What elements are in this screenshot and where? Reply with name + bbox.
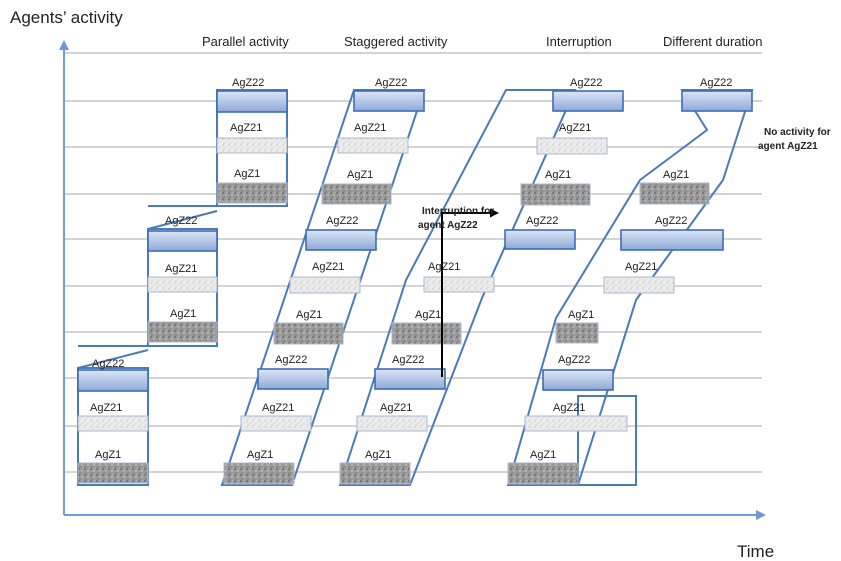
agent-label: AgZ21 xyxy=(165,263,198,275)
agent-label: AgZ1 xyxy=(247,449,274,461)
agent-label: AgZ1 xyxy=(415,309,442,321)
activity-cell-light xyxy=(424,277,494,292)
agent-label: AgZ21 xyxy=(312,261,345,273)
agent-label: AgZ21 xyxy=(262,402,295,414)
activity-cell-bar xyxy=(258,369,328,389)
agent-label: AgZ1 xyxy=(296,309,323,321)
activity-cell-dark xyxy=(340,463,410,484)
activity-cell-light xyxy=(338,138,408,153)
activity-cell-bar xyxy=(354,91,424,111)
activity-cell-dark xyxy=(217,183,287,203)
activity-cell-bar xyxy=(78,370,148,391)
x-axis-title: Time xyxy=(737,542,775,561)
activity-cell-bar xyxy=(682,91,752,111)
agent-label: AgZ22 xyxy=(165,215,198,227)
agent-label: AgZ22 xyxy=(92,358,125,370)
interruption-arrow xyxy=(442,213,497,377)
agent-label: AgZ1 xyxy=(347,169,374,181)
activity-cell-light xyxy=(525,416,627,431)
agent-label: AgZ22 xyxy=(375,77,408,89)
activity-cell-dark xyxy=(224,463,294,484)
activity-cell-light xyxy=(78,416,148,431)
agent-label: AgZ22 xyxy=(526,215,559,227)
activity-cell-bar xyxy=(217,91,287,112)
interruption-note-line2: agent AgZ22 xyxy=(418,220,478,231)
activity-cell-light xyxy=(537,138,607,154)
no-activity-note-line1: No activity for xyxy=(764,127,831,138)
activity-cell-dark xyxy=(392,323,461,344)
agent-label: AgZ1 xyxy=(365,449,392,461)
activity-cell-light xyxy=(604,277,674,293)
activity-cell-bar xyxy=(375,369,445,389)
activity-cell-dark xyxy=(78,463,148,483)
activity-cell-dark xyxy=(556,323,598,343)
agent-label: AgZ22 xyxy=(232,77,265,89)
agent-label: AgZ1 xyxy=(530,449,557,461)
no-activity-note-line2: agent AgZ21 xyxy=(758,141,818,152)
agent-label: AgZ1 xyxy=(95,449,122,461)
agent-label: AgZ1 xyxy=(545,169,572,181)
agent-label: AgZ22 xyxy=(558,354,591,366)
activity-cell-dark xyxy=(322,184,391,204)
activity-cell-bar xyxy=(543,370,613,390)
agent-label: AgZ21 xyxy=(553,402,586,414)
agent-label: AgZ1 xyxy=(663,169,690,181)
activity-cell-light xyxy=(148,277,217,292)
agent-label: AgZ22 xyxy=(655,215,688,227)
interruption-note-line1: Interruption for xyxy=(422,206,495,217)
agent-label: AgZ22 xyxy=(326,215,359,227)
activity-cell-dark xyxy=(640,183,709,204)
agent-label: AgZ1 xyxy=(568,309,595,321)
agent-label: AgZ21 xyxy=(559,122,592,134)
agent-label: AgZ22 xyxy=(275,354,308,366)
activity-cell-bar xyxy=(621,230,723,250)
activity-cell-light xyxy=(217,138,287,153)
agent-label: AgZ21 xyxy=(90,402,123,414)
activity-cell-bar xyxy=(553,91,623,111)
activity-cell-light xyxy=(357,416,427,431)
activity-cell-dark xyxy=(274,323,343,344)
agent-label: AgZ21 xyxy=(625,261,658,273)
agent-label: AgZ21 xyxy=(380,402,413,414)
column-title-different-duration: Different duration xyxy=(663,34,763,49)
activity-cell-light xyxy=(241,416,311,431)
column-title-interruption: Interruption xyxy=(546,34,612,49)
activity-cell-bar xyxy=(306,230,376,250)
activity-cell-bar xyxy=(505,230,575,249)
y-axis-title: Agents’ activity xyxy=(10,8,123,27)
activity-cell-dark xyxy=(148,322,217,342)
agent-label: AgZ22 xyxy=(392,354,425,366)
activity-cell-dark xyxy=(508,463,578,484)
activity-cell-light xyxy=(290,277,360,293)
activity-cells xyxy=(78,91,752,484)
agent-label: AgZ1 xyxy=(170,308,197,320)
activity-cell-dark xyxy=(521,184,590,205)
agent-label: AgZ21 xyxy=(230,122,263,134)
agent-label: AgZ22 xyxy=(570,77,603,89)
agent-label: AgZ21 xyxy=(428,261,461,273)
column-title-staggered: Staggered activity xyxy=(344,34,448,49)
column-title-parallel: Parallel activity xyxy=(202,34,289,49)
agent-label: AgZ21 xyxy=(354,122,387,134)
agent-label: AgZ1 xyxy=(234,168,261,180)
agent-label: AgZ22 xyxy=(700,77,733,89)
activity-cell-bar xyxy=(148,231,217,251)
